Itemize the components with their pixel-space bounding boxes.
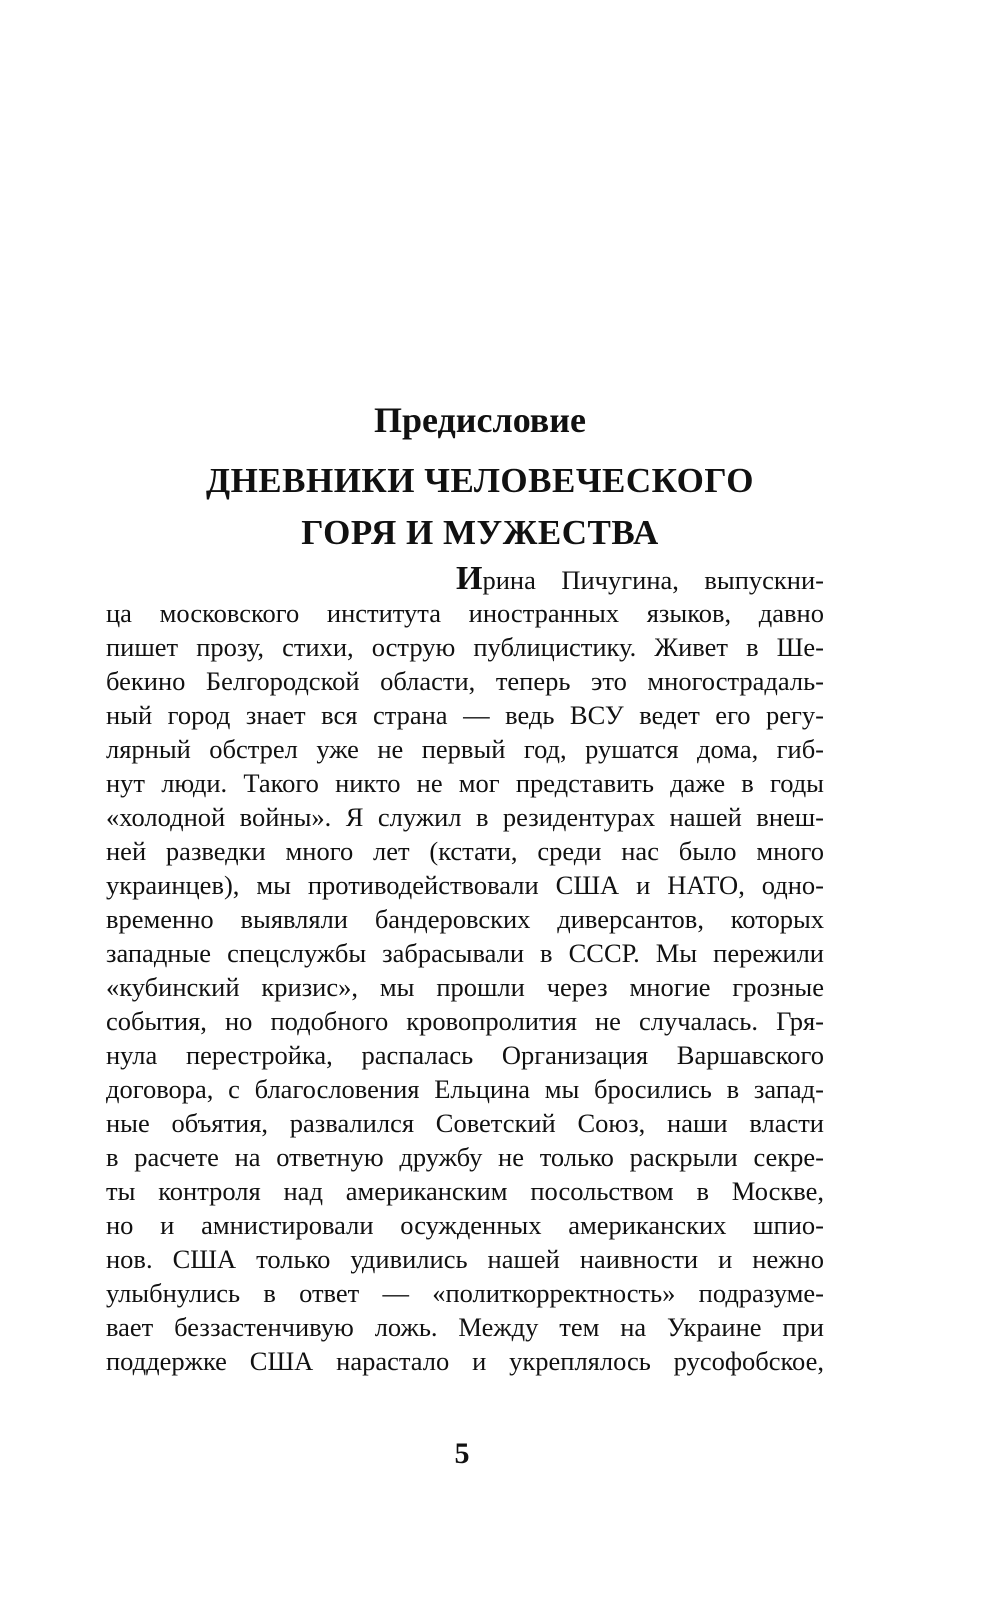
body-text (106, 562, 824, 1378)
text-line: поддержке США нарастало и укреплялось русофобское, (106, 1346, 824, 1376)
text-line: «кубинский кризис», мы прошли через многие грозные (106, 972, 824, 1002)
text-line: ный город знает вся страна — ведь ВСУ ведет его регу- (106, 700, 824, 730)
text-line: нов. США только удивились нашей наивности и нежно (106, 1244, 824, 1274)
chapter-title-line: ДНЕВНИКИ ЧЕЛОВЕЧЕСКОГО (205, 461, 754, 500)
page-number: 5 (454, 1437, 470, 1470)
text-line: западные спецслужбы забрасывали в СССР. Мы пережили (106, 938, 824, 968)
section-label: Предисловие (374, 400, 586, 440)
text-line: лярный обстрел уже не первый год, рушатся дома, гиб- (106, 734, 824, 764)
text-line: ней разведки много лет (кстати, среди нас было много (106, 836, 824, 866)
text-line: договора, с благословения Ельцина мы бросились в запад- (106, 1074, 824, 1104)
text-line: «холодной войны». Я служил в резидентурах нашей внеш- (106, 802, 824, 832)
text-line: но и амнистировали осужденных американских шпио- (106, 1210, 824, 1240)
text-line: ца московского института иностранных языков, давно (106, 598, 824, 628)
text-line: события, но подобного кровопролития не случалась. Гря- (106, 1006, 824, 1036)
dropcap: И (456, 560, 483, 597)
text-line-content: рина Пичугина, выпускни- (482, 565, 824, 595)
text-line: нула перестройка, распалась Организация Варшавского (106, 1040, 824, 1070)
text-line: ты контроля над американским посольством в Москве, (106, 1176, 824, 1206)
text-line: вает беззастенчивую ложь. Между тем на Украине при (106, 1312, 824, 1342)
chapter-title (0, 455, 960, 559)
text-line: пишет прозу, стихи, острую публицистику. Живет в Ше- (106, 632, 824, 662)
text-line: украинцев), мы противодействовали США и НАТО, одно- (106, 870, 824, 900)
text-line: улыбнулись в ответ — «политкорректность» подразуме- (106, 1278, 824, 1308)
text-line: бекино Белгородской области, теперь это многострадаль- (106, 666, 824, 696)
chapter-title-line: ГОРЯ И МУЖЕСТВА (301, 513, 659, 552)
text-line: ные объятия, развалился Советский Союз, наши власти (106, 1108, 824, 1138)
text-line: нут люди. Такого никто не мог представить даже в годы (106, 768, 824, 798)
text-line: в расчете на ответную дружбу не только раскрыли секре- (106, 1142, 824, 1172)
text-line: временно выявляли бандеровских диверсантов, которых (106, 904, 824, 934)
text-line (106, 562, 824, 596)
